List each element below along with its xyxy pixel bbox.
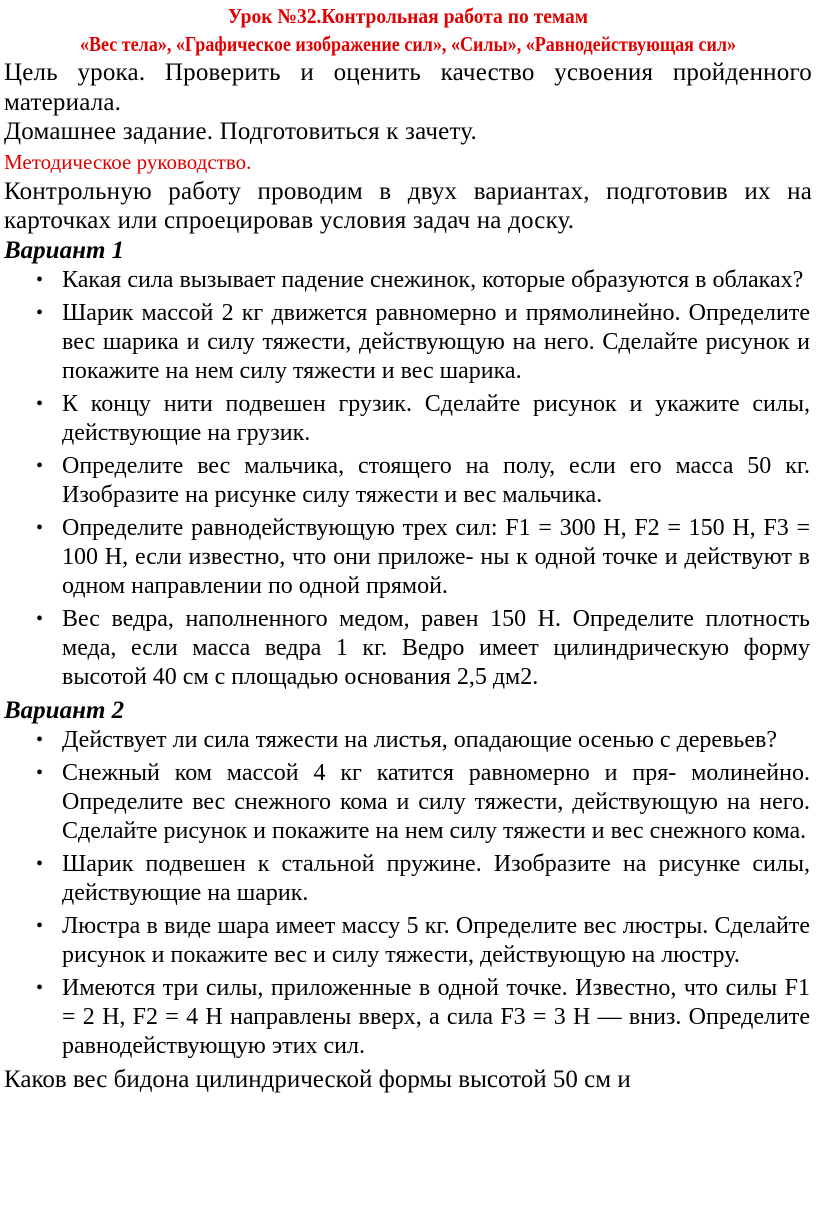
list-item	[4, 759, 812, 846]
bullet-icon: •	[36, 728, 44, 751]
variant1-list	[4, 266, 812, 692]
task-text: Вес ведра, наполненного медом, равен 150 Н. Определите плотность меда, если масса ведра 1 кг. Ведро имеет цилиндрическую форму высотой 40 см с площадью основания 2,5 дм2.	[62, 605, 810, 690]
variant2-title: Вариант 2	[4, 696, 125, 724]
task-text: Какая сила вызывает падение снежинок, которые образуются в облаках?	[62, 266, 804, 293]
homework: Домашнее задание. Подготовиться к зачету.	[4, 118, 477, 145]
list-item	[4, 726, 812, 755]
task-text: Шарик массой 2 кг движется равномерно и прямолинейно. Определите вес шарика и силу тяжести, действующую на него. Сделайте рисунок и покажите на нем силу тяжести и вес шарика.	[62, 299, 810, 384]
task-text: Снежный ком массой 4 кг катится равномерно и пря- молинейно. Определите вес снежного кома и силу тяжести, действующую на него. Сделайте рисунок и покажите на нем силу тяжести и вес снежного кома.	[62, 759, 810, 844]
list-item	[4, 974, 812, 1061]
bullet-icon: •	[36, 301, 44, 324]
list-item	[4, 850, 812, 908]
list-item	[4, 266, 812, 295]
variant2-list	[4, 726, 812, 1061]
bullet-icon: •	[36, 761, 44, 784]
bullet-icon: •	[36, 852, 44, 875]
list-item	[4, 605, 812, 692]
bullet-icon: •	[36, 392, 44, 415]
task-text: Определите вес мальчика, стоящего на полу, если его масса 50 кг. Изобразите на рисунке силу тяжести и вес мальчика.	[62, 452, 810, 508]
bullet-icon: •	[36, 914, 44, 937]
list-item	[4, 452, 812, 510]
bullet-icon: •	[36, 268, 44, 291]
list-item	[4, 912, 812, 970]
bullet-icon: •	[36, 976, 44, 999]
variant1-title: Вариант 1	[4, 236, 125, 264]
task-text: Определите равнодействующую трех сил: F1 = 300 Н, F2 = 150 Н, F3 = 100 Н, если известно, что они приложе- ны к одной точке и действуют в одном направлении по одной прямой.	[62, 514, 810, 599]
task-text: Люстра в виде шара имеет массу 5 кг. Определите вес люстры. Сделайте рисунок и покажите вес и силу тяжести, действующую на люстру.	[62, 912, 810, 968]
bullet-icon: •	[36, 607, 44, 630]
lesson-topics: «Вес тела», «Графическое изображение сил», «Силы», «Равнодействующая сил»	[79, 32, 737, 56]
bullet-icon: •	[36, 516, 44, 539]
task-text: Действует ли сила тяжести на листья, опадающие осенью с деревьев?	[62, 726, 777, 753]
trailing-text: Каков вес бидона цилиндрической формы высотой 50 см и	[4, 1065, 631, 1093]
bullet-icon: •	[36, 454, 44, 477]
list-item	[4, 390, 812, 448]
task-text: Имеются три силы, приложенные в одной точке. Известно, что силы F1 = 2 Н, F2 = 4 Н направлены вверх, а сила F3 = 3 Н — вниз. Определите равнодействующую этих сил.	[62, 974, 810, 1059]
method-text: Контрольную работу проводим в двух вариантах, подготовив их на карточках или спроецировав условия задач на доску.	[4, 177, 812, 234]
method-heading: Методическое руководство.	[4, 149, 252, 174]
list-item	[4, 514, 812, 601]
task-text: К концу нити подвешен грузик. Сделайте рисунок и укажите силы, действующие на грузик.	[62, 390, 810, 446]
lesson-goal: Цель урока. Проверить и оценить качество усвоения пройденного материала.	[4, 59, 812, 116]
lesson-title: Урок №32.Контрольная работа по темам	[227, 4, 589, 28]
list-item	[4, 299, 812, 386]
task-text: Шарик подвешен к стальной пружине. Изобразите на рисунке силы, действующие на шарик.	[62, 850, 810, 906]
